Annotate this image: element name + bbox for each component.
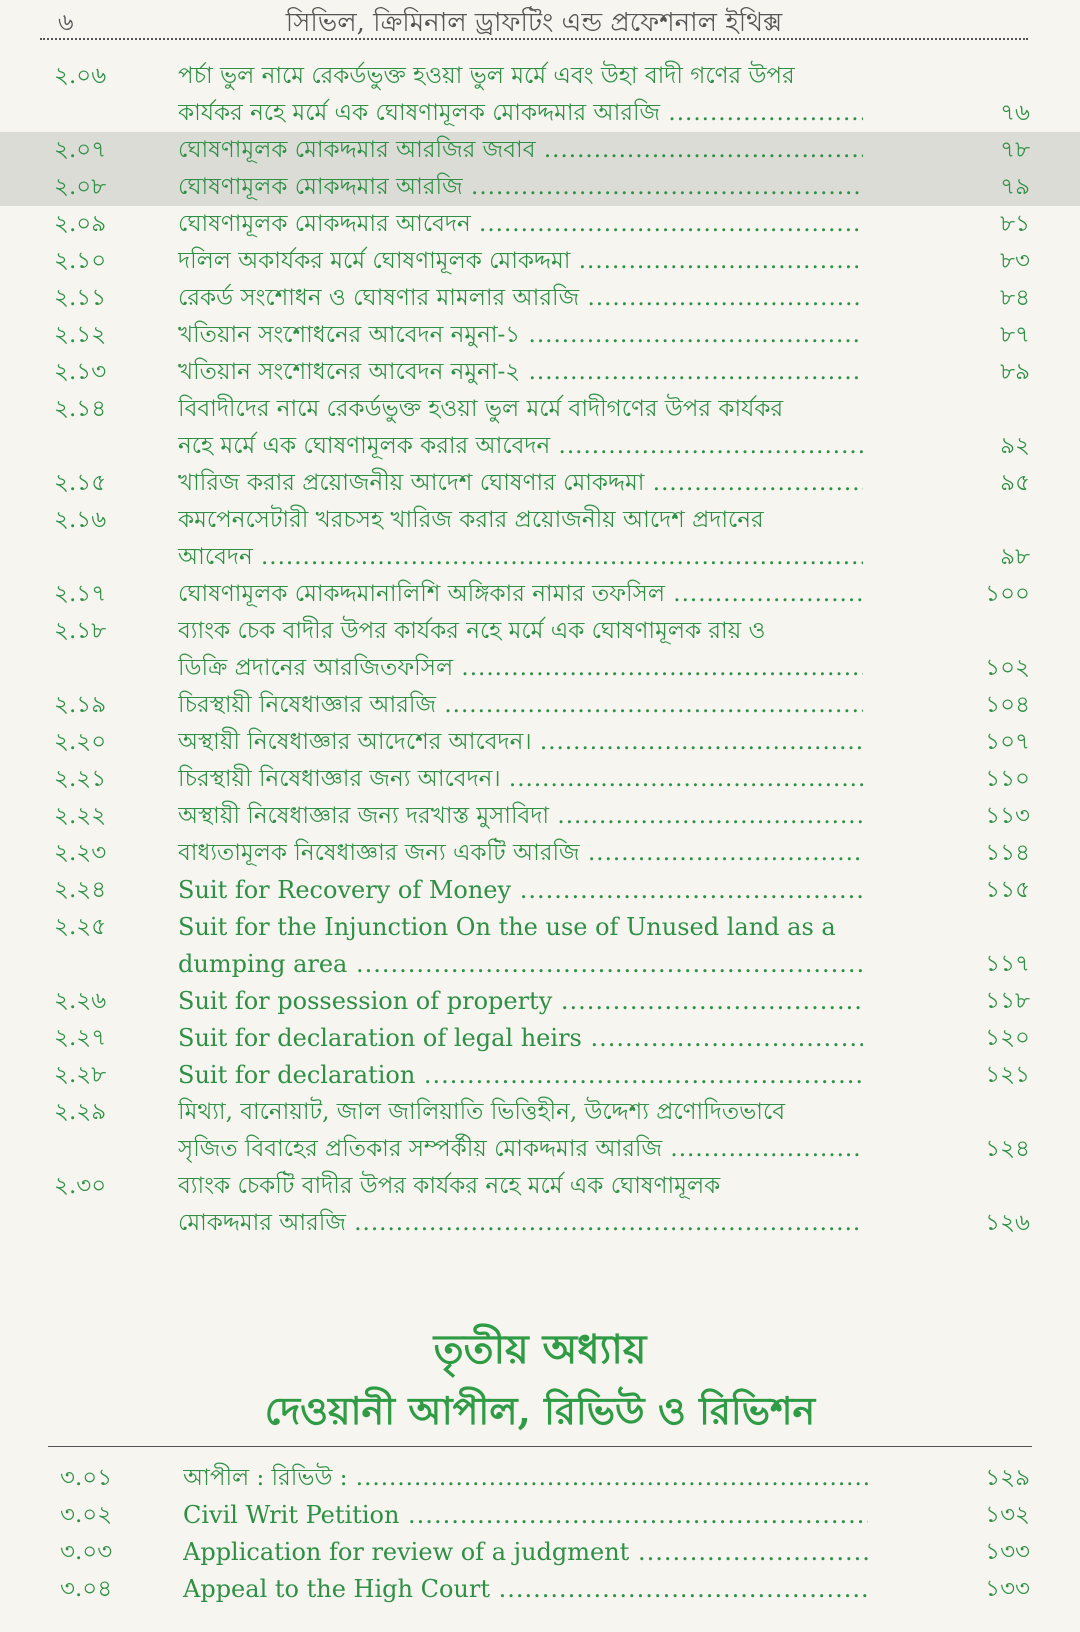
entry-title-line: ঘোষণামূলক মোকদ্দমানালিশি অঙ্গিকার নামার তফসিল ..... [178,576,863,613]
entry-title [178,576,863,613]
entry-title-line: Application for review of a judgment ..... [183,1534,868,1571]
entry-number: ২.২১ [54,766,107,792]
toc-entry [0,58,1080,132]
toc-entry [0,798,1080,835]
toc-entry [0,761,1080,798]
entry-page: ৭৮ [1000,137,1030,163]
entry-number: ২.২৫ [54,914,107,940]
entry-title [178,909,863,983]
entry-title [178,132,863,169]
entry-title-line: ঘোষণামূলক মোকদ্দমার আরজির জবাব ..... [178,132,863,169]
entry-title [178,1094,863,1168]
entry-number: ২.১১ [54,285,107,311]
entry-page: ১৩২ [985,1502,1030,1528]
toc-entry [0,1057,1080,1094]
entry-title [178,169,863,206]
entry-page: ৮৪ [1000,285,1030,311]
entry-title-line: সৃজিত বিবাহের প্রতিকার সম্পর্কীয় মোকদ্দমার আরজি ..... [178,1131,863,1168]
entry-number: ২.১৪ [54,396,107,422]
entry-page: ১২৯ [985,1465,1030,1491]
entry-number: ২.২২ [54,803,107,829]
entry-title-line: অস্থায়ী নিষেধাজ্ঞার জন্য দরখাস্ত মুসাবিদা ..... [178,798,863,835]
entry-number: ২.০৮ [54,174,107,200]
page-number: ৬ [58,8,74,36]
toc-entry [0,1460,1080,1497]
entry-number: ২.১৯ [54,692,107,718]
entry-number: ৩.০৪ [60,1576,113,1602]
entry-title [178,1057,863,1094]
toc-entry [0,465,1080,502]
entry-page: ১২১ [985,1062,1030,1088]
entry-number: ২.২৬ [54,988,107,1014]
entry-page: ৮৯ [1000,359,1030,385]
entry-title-line: Civil Writ Petition ..... [183,1497,868,1534]
entry-title-line: চিরস্থায়ী নিষেধাজ্ঞার জন্য আবেদন। ..... [178,761,863,798]
entry-title [178,983,863,1020]
entry-title-line: কমপেনসেটারী খরচসহ খারিজ করার প্রয়োজনীয় আদেশ প্রদানের [178,507,764,533]
entry-title [178,243,863,280]
entry-title-line: ঘোষণামূলক মোকদ্দমার আবেদন ..... [178,206,863,243]
toc-entry [0,1534,1080,1571]
entry-number: ২.১৫ [54,470,107,496]
entry-page: ৮৭ [1000,322,1030,348]
entry-number: ২.১৩ [54,359,107,385]
entry-title-line: দলিল অকার্যকর মর্মে ঘোষণামূলক মোকদ্দমা ..... [178,243,863,280]
entry-title-line: ব্যাংক চেক বাদীর উপর কার্যকর নহে মর্মে এক ঘোষণামূলক রায় ও [178,618,766,644]
toc-entry [0,1571,1080,1608]
toc-entry [0,502,1080,576]
entry-title-line: পর্চা ভুল নামে রেকর্ডভুক্ত হওয়া ভুল মর্মে এবং উহা বাদী গণের উপর [178,63,795,89]
entry-title-line: রেকর্ড সংশোধন ও ঘোষণার মামলার আরজি ..... [178,280,863,317]
toc-entry [0,1094,1080,1168]
page-header [40,0,1028,40]
entry-page: ১৩৩ [985,1539,1030,1565]
entry-title-line: Suit for possession of property ..... [178,983,863,1020]
toc-entry [0,576,1080,613]
entry-page: ১০৭ [985,729,1030,755]
entry-number: ২.০৭ [54,137,107,163]
chapter-subtitle: দেওয়ানী আপীল, রিভিউ ও রিভিশন [264,1388,816,1433]
entry-page: ১১০ [985,766,1030,792]
entry-number: ২.০৬ [54,63,107,89]
entry-title [178,798,863,835]
entry-title [178,1020,863,1057]
entry-page: ১০২ [985,655,1030,681]
entry-title-line: Suit for declaration of legal heirs ..... [178,1020,863,1057]
toc-entry [0,354,1080,391]
entry-number: ২.২৭ [54,1025,107,1051]
toc-entry [0,687,1080,724]
entry-number: ২.১০ [54,248,107,274]
toc-entry [0,724,1080,761]
entry-number: ২.২৪ [54,877,107,903]
entry-title-line: ব্যাংক চেকটি বাদীর উপর কার্যকর নহে মর্মে এক ঘোষণামূলক [178,1173,721,1199]
entry-title [183,1460,868,1497]
entry-title-line: Appeal to the High Court ..... [183,1571,868,1608]
entry-page: ৯২ [1000,433,1030,459]
entry-title [178,317,863,354]
entry-page: ১৩৩ [985,1576,1030,1602]
entry-title-line: Suit for declaration ..... [178,1057,863,1094]
entry-title-line: অস্থায়ী নিষেধাজ্ঞার আদেশের আবেদন। ..... [178,724,863,761]
chapter-divider [48,1446,1032,1447]
toc-entry [0,613,1080,687]
entry-title-line: নহে মর্মে এক ঘোষণামূলক করার আবেদন ..... [178,428,863,465]
entry-title [178,465,863,502]
toc-entry [0,835,1080,872]
entry-number: ২.১২ [54,322,107,348]
entry-number: ২.৩০ [54,1173,107,1199]
entry-title-line: dumping area ..... [178,946,863,983]
entry-page: ১০০ [985,581,1030,607]
entry-number: ৩.০১ [60,1465,113,1491]
entry-number: ২.১৭ [54,581,107,607]
entry-page: ৭৯ [1000,174,1030,200]
toc-entry [0,1168,1080,1242]
entry-number: ২.২৮ [54,1062,107,1088]
entry-title-line: আবেদন ..... [178,539,863,576]
entry-title [183,1534,868,1571]
entry-title-line: Suit for the Injunction On the use of Unused land as a [178,913,836,941]
entry-title-line: মোকদ্দমার আরজি ..... [178,1205,863,1242]
entry-number: ২.২৩ [54,840,107,866]
entry-title-line: Suit for Recovery of Money ..... [178,872,863,909]
entry-page: ৯৮ [1000,544,1030,570]
entry-page: ১১৭ [985,951,1030,977]
entry-title [178,835,863,872]
entry-number: ২.১৮ [54,618,107,644]
toc-entry [0,391,1080,465]
entry-title-line: বাধ্যতামূলক নিষেধাজ্ঞার জন্য একটি আরজি ..... [178,835,863,872]
entry-page: ১১৩ [985,803,1030,829]
toc-entry [0,169,1080,206]
entry-number: ২.২৯ [54,1099,107,1125]
entry-title-line: আপীল : রিভিউ : ..... [183,1460,868,1497]
entry-title [178,58,863,132]
entry-title [178,724,863,761]
entry-page: ১২৬ [985,1210,1030,1236]
entry-title-line: বিবাদীদের নামে রেকর্ডভুক্ত হওয়া ভুল মর্মে বাদীগণের উপর কার্যকর [178,396,784,422]
entry-title [178,1168,863,1242]
entry-page: ১২৪ [985,1136,1030,1162]
toc-entry [0,1497,1080,1534]
entry-page: ১১৮ [985,988,1030,1014]
toc-entry [0,206,1080,243]
entry-title [178,761,863,798]
entry-title-line: ঘোষণামূলক মোকদ্দমার আরজি ..... [178,169,863,206]
entry-page: ৮৩ [1000,248,1030,274]
entry-page: ৮১ [1000,211,1030,237]
entry-title-line: খারিজ করার প্রয়োজনীয় আদেশ ঘোষণার মোকদ্দমা ..... [178,465,863,502]
entry-number: ৩.০৩ [60,1539,113,1565]
entry-title [178,502,863,576]
entry-title [178,613,863,687]
running-title: সিভিল, ক্রিমিনাল ড্রাফটিং এন্ড প্রফেশনাল ইথিক্স [285,8,783,38]
entry-page: ১১৪ [985,840,1030,866]
toc-entry [0,983,1080,1020]
entry-page: ১১৫ [985,877,1030,903]
entry-title [178,280,863,317]
toc-entry [0,317,1080,354]
toc-entry [0,872,1080,909]
entry-number: ২.২০ [54,729,107,755]
toc-entry [0,909,1080,983]
entry-page: ১২০ [985,1025,1030,1051]
entry-page: ৯৫ [1000,470,1030,496]
entry-title-line: কার্যকর নহে মর্মে এক ঘোষণামূলক মোকদ্দমার আরজি ..... [178,95,863,132]
entry-title [178,872,863,909]
entry-page: ১০৪ [985,692,1030,718]
entry-title [178,687,863,724]
entry-title [178,354,863,391]
toc-entry [0,132,1080,169]
entry-page: ৭৬ [1000,100,1030,126]
entry-title-line: মিথ্যা, বানোয়াট, জাল জালিয়াতি ভিত্তিহীন, উদ্দেশ্য প্রণোদিতভাবে [178,1099,786,1125]
entry-title-line: খতিয়ান সংশোধনের আবেদন নমুনা-২ ..... [178,354,863,391]
toc-entry [0,280,1080,317]
entry-title-line: চিরস্থায়ী নিষেধাজ্ঞার আরজি ..... [178,687,863,724]
entry-number: ৩.০২ [60,1502,113,1528]
entry-title [178,206,863,243]
entry-number: ২.০৯ [54,211,107,237]
entry-title-line: ডিক্রি প্রদানের আরজিতফসিল ..... [178,650,863,687]
entry-number: ২.১৬ [54,507,107,533]
entry-title [183,1497,868,1534]
entry-title [178,391,863,465]
entry-title-line: খতিয়ান সংশোধনের আবেদন নমুনা-১ ..... [178,317,863,354]
chapter-title: তৃতীয় অধ্যায় [433,1326,647,1373]
toc-entry [0,1020,1080,1057]
toc-entry [0,243,1080,280]
entry-title [183,1571,868,1608]
